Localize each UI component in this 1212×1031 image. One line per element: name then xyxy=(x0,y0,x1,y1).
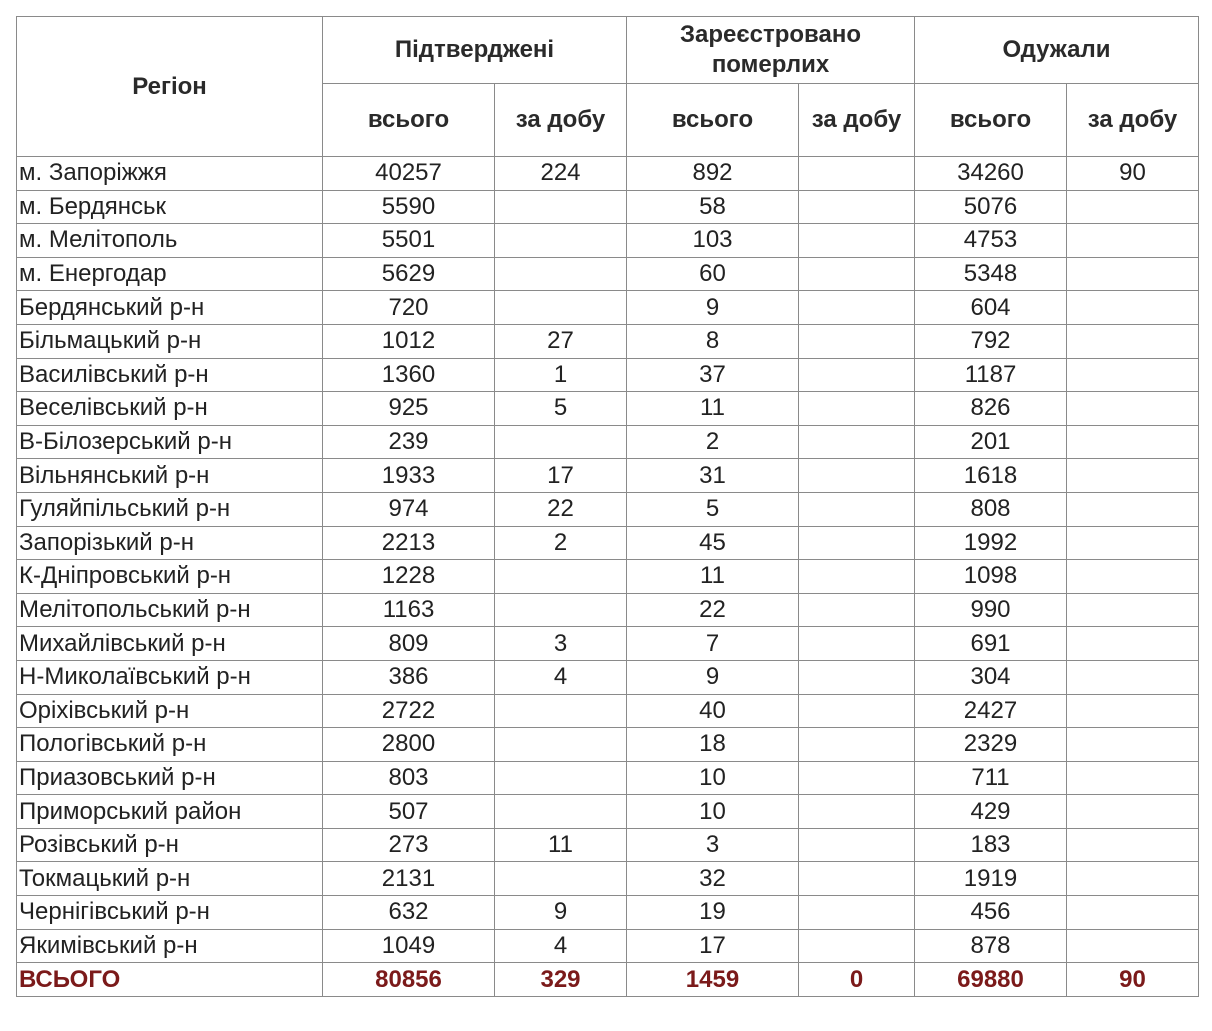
confirmed-per-day-cell: 22 xyxy=(495,492,627,526)
recovered-total-cell: 691 xyxy=(915,627,1067,661)
confirmed-total-cell: 386 xyxy=(323,660,495,694)
subheader-recovered-total: всього xyxy=(915,84,1067,157)
recovered-per-day-cell xyxy=(1067,828,1199,862)
confirmed-total-cell: 2131 xyxy=(323,862,495,896)
deaths-total-cell: 22 xyxy=(627,593,799,627)
table-row xyxy=(17,728,1199,762)
confirmed-total-cell: 507 xyxy=(323,795,495,829)
confirmed-per-day-cell: 11 xyxy=(495,828,627,862)
covid-stats-table xyxy=(16,16,1199,997)
region-cell: м. Запоріжжя xyxy=(17,157,323,191)
subheader-deaths-per-day: за добу xyxy=(799,84,915,157)
deaths-per-day-cell xyxy=(799,560,915,594)
recovered-per-day-cell: 90 xyxy=(1067,157,1199,191)
recovered-per-day-cell xyxy=(1067,862,1199,896)
recovered-total-cell: 304 xyxy=(915,660,1067,694)
region-cell: Василівський р-н xyxy=(17,358,323,392)
table-row xyxy=(17,795,1199,829)
confirmed-per-day-cell: 1 xyxy=(495,358,627,392)
confirmed-total-cell: 1012 xyxy=(323,324,495,358)
recovered-total-cell: 711 xyxy=(915,761,1067,795)
recovered-total-cell: 34260 xyxy=(915,157,1067,191)
deaths-total-cell: 10 xyxy=(627,761,799,795)
region-cell: Запорізький р-н xyxy=(17,526,323,560)
confirmed-per-day-cell xyxy=(495,425,627,459)
header-confirmed: Підтверджені xyxy=(323,17,627,84)
recovered-per-day-cell xyxy=(1067,694,1199,728)
recovered-total-cell: 429 xyxy=(915,795,1067,829)
table-row xyxy=(17,929,1199,963)
confirmed-per-day-cell: 5 xyxy=(495,392,627,426)
recovered-total-cell: 1919 xyxy=(915,862,1067,896)
deaths-per-day-cell xyxy=(799,190,915,224)
confirmed-per-day-cell xyxy=(495,795,627,829)
region-cell: м. Енергодар xyxy=(17,257,323,291)
table-row xyxy=(17,627,1199,661)
confirmed-total-cell: 2722 xyxy=(323,694,495,728)
confirmed-total-cell: 1933 xyxy=(323,459,495,493)
region-cell: Токмацький р-н xyxy=(17,862,323,896)
stats-table-wrapper xyxy=(16,16,1199,997)
region-cell: Якимівський р-н xyxy=(17,929,323,963)
deaths-total-cell: 892 xyxy=(627,157,799,191)
deaths-per-day-cell xyxy=(799,593,915,627)
table-row xyxy=(17,761,1199,795)
region-cell: м. Мелітополь xyxy=(17,224,323,258)
table-row xyxy=(17,694,1199,728)
deaths-per-day-cell xyxy=(799,761,915,795)
recovered-total-cell: 990 xyxy=(915,593,1067,627)
region-cell: Чернігівський р-н xyxy=(17,896,323,930)
table-row xyxy=(17,526,1199,560)
region-cell: Оріхівський р-н xyxy=(17,694,323,728)
confirmed-per-day-cell xyxy=(495,728,627,762)
region-cell: Веселівський р-н xyxy=(17,392,323,426)
recovered-per-day-cell xyxy=(1067,224,1199,258)
confirmed-total-cell: 720 xyxy=(323,291,495,325)
confirmed-per-day-cell xyxy=(495,190,627,224)
table-row xyxy=(17,257,1199,291)
recovered-total-cell: 5348 xyxy=(915,257,1067,291)
deaths-per-day-cell xyxy=(799,224,915,258)
region-cell: Приазовський р-н xyxy=(17,761,323,795)
deaths-per-day-cell xyxy=(799,291,915,325)
confirmed-total-cell: 2213 xyxy=(323,526,495,560)
confirmed-per-day-cell: 4 xyxy=(495,660,627,694)
confirmed-per-day-cell xyxy=(495,593,627,627)
confirmed-total-cell: 5501 xyxy=(323,224,495,258)
table-row xyxy=(17,224,1199,258)
confirmed-per-day-cell: 329 xyxy=(495,963,627,997)
recovered-per-day-cell xyxy=(1067,593,1199,627)
recovered-per-day-cell xyxy=(1067,358,1199,392)
confirmed-total-cell: 632 xyxy=(323,896,495,930)
deaths-total-cell: 7 xyxy=(627,627,799,661)
total-row xyxy=(17,963,1199,997)
recovered-total-cell: 1098 xyxy=(915,560,1067,594)
table-row xyxy=(17,896,1199,930)
recovered-per-day-cell xyxy=(1067,425,1199,459)
region-cell: Приморський район xyxy=(17,795,323,829)
deaths-total-cell: 58 xyxy=(627,190,799,224)
deaths-total-cell: 32 xyxy=(627,862,799,896)
deaths-total-cell: 5 xyxy=(627,492,799,526)
confirmed-total-cell: 1049 xyxy=(323,929,495,963)
recovered-total-cell: 792 xyxy=(915,324,1067,358)
confirmed-total-cell: 239 xyxy=(323,425,495,459)
table-row xyxy=(17,190,1199,224)
deaths-per-day-cell xyxy=(799,896,915,930)
deaths-total-cell: 1459 xyxy=(627,963,799,997)
recovered-total-cell: 1618 xyxy=(915,459,1067,493)
table-row xyxy=(17,660,1199,694)
deaths-per-day-cell xyxy=(799,526,915,560)
header-region: Регіон xyxy=(17,17,323,157)
recovered-total-cell: 1187 xyxy=(915,358,1067,392)
deaths-per-day-cell xyxy=(799,459,915,493)
recovered-per-day-cell xyxy=(1067,896,1199,930)
deaths-per-day-cell xyxy=(799,660,915,694)
deaths-per-day-cell xyxy=(799,324,915,358)
confirmed-per-day-cell: 224 xyxy=(495,157,627,191)
recovered-per-day-cell xyxy=(1067,392,1199,426)
recovered-total-cell: 183 xyxy=(915,828,1067,862)
deaths-per-day-cell xyxy=(799,257,915,291)
confirmed-total-cell: 2800 xyxy=(323,728,495,762)
recovered-total-cell: 4753 xyxy=(915,224,1067,258)
deaths-total-cell: 19 xyxy=(627,896,799,930)
deaths-total-cell: 40 xyxy=(627,694,799,728)
deaths-total-cell: 37 xyxy=(627,358,799,392)
deaths-total-cell: 103 xyxy=(627,224,799,258)
confirmed-per-day-cell xyxy=(495,694,627,728)
region-cell: Михайлівський р-н xyxy=(17,627,323,661)
table-row xyxy=(17,560,1199,594)
table-row xyxy=(17,358,1199,392)
deaths-per-day-cell xyxy=(799,694,915,728)
deaths-total-cell: 60 xyxy=(627,257,799,291)
region-cell: ВСЬОГО xyxy=(17,963,323,997)
recovered-per-day-cell xyxy=(1067,560,1199,594)
region-cell: Бердянський р-н xyxy=(17,291,323,325)
deaths-per-day-cell xyxy=(799,425,915,459)
deaths-total-cell: 9 xyxy=(627,291,799,325)
table-row xyxy=(17,492,1199,526)
recovered-total-cell: 456 xyxy=(915,896,1067,930)
deaths-per-day-cell xyxy=(799,627,915,661)
recovered-total-cell: 2427 xyxy=(915,694,1067,728)
confirmed-per-day-cell xyxy=(495,560,627,594)
confirmed-per-day-cell: 2 xyxy=(495,526,627,560)
region-cell: В-Білозерський р-н xyxy=(17,425,323,459)
confirmed-per-day-cell xyxy=(495,761,627,795)
confirmed-total-cell: 273 xyxy=(323,828,495,862)
deaths-total-cell: 31 xyxy=(627,459,799,493)
deaths-total-cell: 18 xyxy=(627,728,799,762)
table-row xyxy=(17,459,1199,493)
region-cell: Більмацький р-н xyxy=(17,324,323,358)
recovered-per-day-cell xyxy=(1067,257,1199,291)
region-cell: Н-Миколаївський р-н xyxy=(17,660,323,694)
subheader-recovered-per-day: за добу xyxy=(1067,84,1199,157)
region-cell: м. Бердянськ xyxy=(17,190,323,224)
confirmed-total-cell: 809 xyxy=(323,627,495,661)
recovered-per-day-cell: 90 xyxy=(1067,963,1199,997)
region-cell: Розівський р-н xyxy=(17,828,323,862)
confirmed-total-cell: 803 xyxy=(323,761,495,795)
confirmed-total-cell: 40257 xyxy=(323,157,495,191)
deaths-total-cell: 9 xyxy=(627,660,799,694)
confirmed-total-cell: 5590 xyxy=(323,190,495,224)
recovered-per-day-cell xyxy=(1067,929,1199,963)
confirmed-total-cell: 974 xyxy=(323,492,495,526)
confirmed-per-day-cell: 9 xyxy=(495,896,627,930)
deaths-per-day-cell: 0 xyxy=(799,963,915,997)
deaths-total-cell: 11 xyxy=(627,560,799,594)
table-row xyxy=(17,291,1199,325)
confirmed-total-cell: 1163 xyxy=(323,593,495,627)
table-row xyxy=(17,425,1199,459)
region-cell: Мелітопольський р-н xyxy=(17,593,323,627)
recovered-per-day-cell xyxy=(1067,660,1199,694)
deaths-per-day-cell xyxy=(799,358,915,392)
deaths-per-day-cell xyxy=(799,828,915,862)
region-cell: Гуляйпільський р-н xyxy=(17,492,323,526)
deaths-per-day-cell xyxy=(799,929,915,963)
deaths-per-day-cell xyxy=(799,157,915,191)
recovered-total-cell: 1992 xyxy=(915,526,1067,560)
recovered-per-day-cell xyxy=(1067,492,1199,526)
deaths-total-cell: 8 xyxy=(627,324,799,358)
confirmed-total-cell: 1228 xyxy=(323,560,495,594)
deaths-per-day-cell xyxy=(799,728,915,762)
recovered-per-day-cell xyxy=(1067,291,1199,325)
confirmed-per-day-cell xyxy=(495,257,627,291)
subheader-confirmed-per-day: за добу xyxy=(495,84,627,157)
header-deaths: Зареєстровано померлих xyxy=(627,17,915,84)
confirmed-total-cell: 80856 xyxy=(323,963,495,997)
region-cell: К-Дніпровський р-н xyxy=(17,560,323,594)
recovered-total-cell: 201 xyxy=(915,425,1067,459)
deaths-total-cell: 45 xyxy=(627,526,799,560)
recovered-total-cell: 5076 xyxy=(915,190,1067,224)
confirmed-per-day-cell: 4 xyxy=(495,929,627,963)
region-cell: Пологівський р-н xyxy=(17,728,323,762)
recovered-per-day-cell xyxy=(1067,324,1199,358)
table-row xyxy=(17,392,1199,426)
confirmed-per-day-cell xyxy=(495,291,627,325)
confirmed-total-cell: 1360 xyxy=(323,358,495,392)
confirmed-per-day-cell xyxy=(495,224,627,258)
subheader-deaths-total: всього xyxy=(627,84,799,157)
recovered-per-day-cell xyxy=(1067,459,1199,493)
deaths-per-day-cell xyxy=(799,392,915,426)
confirmed-per-day-cell: 17 xyxy=(495,459,627,493)
table-row xyxy=(17,324,1199,358)
recovered-per-day-cell xyxy=(1067,627,1199,661)
recovered-per-day-cell xyxy=(1067,526,1199,560)
recovered-per-day-cell xyxy=(1067,728,1199,762)
recovered-total-cell: 808 xyxy=(915,492,1067,526)
recovered-per-day-cell xyxy=(1067,761,1199,795)
subheader-confirmed-total: всього xyxy=(323,84,495,157)
recovered-total-cell: 2329 xyxy=(915,728,1067,762)
confirmed-per-day-cell: 3 xyxy=(495,627,627,661)
recovered-total-cell: 604 xyxy=(915,291,1067,325)
header-recovered: Одужали xyxy=(915,17,1199,84)
deaths-total-cell: 17 xyxy=(627,929,799,963)
deaths-per-day-cell xyxy=(799,795,915,829)
recovered-per-day-cell xyxy=(1067,190,1199,224)
table-row xyxy=(17,828,1199,862)
deaths-total-cell: 11 xyxy=(627,392,799,426)
deaths-total-cell: 10 xyxy=(627,795,799,829)
table-row xyxy=(17,157,1199,191)
confirmed-per-day-cell: 27 xyxy=(495,324,627,358)
confirmed-total-cell: 925 xyxy=(323,392,495,426)
table-row xyxy=(17,862,1199,896)
region-cell: Вільнянський р-н xyxy=(17,459,323,493)
recovered-total-cell: 826 xyxy=(915,392,1067,426)
table-row xyxy=(17,593,1199,627)
confirmed-per-day-cell xyxy=(495,862,627,896)
recovered-total-cell: 69880 xyxy=(915,963,1067,997)
deaths-total-cell: 2 xyxy=(627,425,799,459)
deaths-total-cell: 3 xyxy=(627,828,799,862)
recovered-per-day-cell xyxy=(1067,795,1199,829)
recovered-total-cell: 878 xyxy=(915,929,1067,963)
deaths-per-day-cell xyxy=(799,492,915,526)
confirmed-total-cell: 5629 xyxy=(323,257,495,291)
deaths-per-day-cell xyxy=(799,862,915,896)
table-body xyxy=(17,157,1199,997)
